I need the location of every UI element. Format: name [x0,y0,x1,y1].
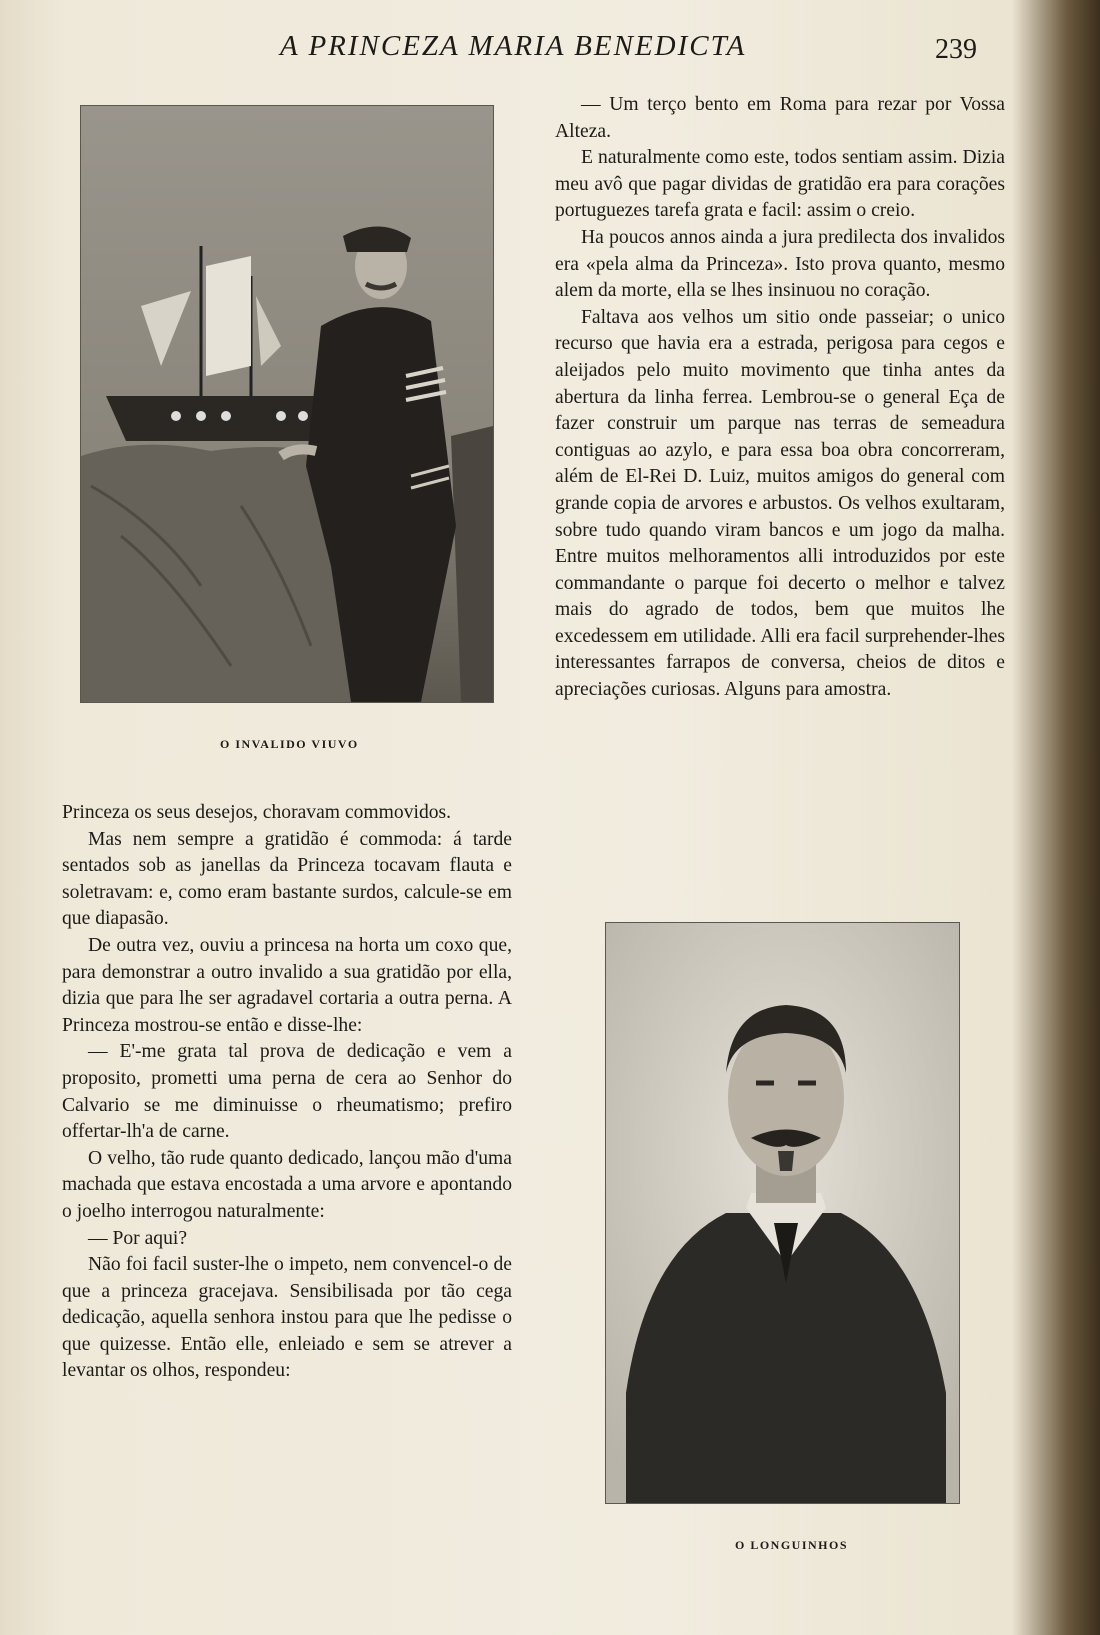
paragraph: Ha poucos annos ainda a jura predilecta dos invalidos era «pela alma da Princeza». Isto prova quanto, mesmo alem da morte, ella se lhes insinuou no coração. [555,226,1005,302]
photo-longuinhos [605,922,960,1504]
paragraph: — E'-me grata tal prova de dedicação e vem a proposito, prometti uma perna de cera ao Senhor do Calvario se me diminuisse o rheumatismo; prefiro offertar-lh'a de carne. [62,1041,512,1143]
caption-longuinhos: O LONGUINHOS [735,1538,849,1552]
paragraph: — Um terço bento em Roma para rezar por Vossa Alteza. [555,94,1005,142]
page-number: 239 [935,34,977,65]
paragraph: E naturalmente como este, todos sentiam assim. Dizia meu avô que pagar dividas de gratidão era para corações portuguezes tarefa grata e facil: assim o creio. [555,147,1005,222]
paragraph: Faltava aos velhos um sitio onde passeiar; o unico recurso que havia era a estrada, perigosa para cegos e aleijados pelo muito movimento que tinha antes da abertura da linha ferrea. Lembrou-se o general Eça de fazer construir um parque nas terras de semeadura contiguas ao azylo, e para essa boa obra concorreram, além de El-Rei D. Luiz, muitos amigos do general com grande copia de arvores e arbustos. Os velhos exultaram, sobre tudo quando viram bancos e um jogo da malha. Entre muitos melhoramentos alli introduzidos por este commandante o parque foi decerto o melhor e talvez mais do agrado de todos, bem que muitos lhe excedessem em utilidade. Alli era facil surprehender-lhes interessantes farrapos de conversa, cheios de ditos e apreciações curiosas. Alguns para amostra. [555,306,1005,701]
paragraph: De outra vez, ouviu a princesa na horta um coxo que, para demonstrar a outro invalido a sua gratidão por ella, dizia que para lhe ser agradavel cortaria a outra perna. A Princeza mostrou-se então e disse-lhe: [62,934,512,1036]
running-head-title: A PRINCEZA MARIA BENEDICTA [280,30,747,62]
paragraph: — Por aqui? [88,1227,188,1249]
paragraph: Não foi facil suster-lhe o impeto, nem convencel-o de que a princeza gracejava. Sensibilisada por tão cega dedicação, aquella senhora instou para que lhe pedisse o que quizesse. Então elle, enleiado e sem se atrever a levantar os olhos, respondeu: [62,1254,512,1382]
photo-longuinhos-image [606,923,959,1503]
photo-invalid-widower [80,105,494,703]
caption-invalid-widower: O INVALIDO VIUVO [220,737,359,751]
photo-invalid-widower-image [81,106,493,702]
paragraph: O velho, tão rude quanto dedicado, lançou mão d'uma machada que estava encostada a uma arvore e apontando o joelho interrogou naturalmente: [62,1147,512,1222]
paragraph: Mas nem sempre a gratidão é commoda: á tarde sentados sob as janellas da Princeza tocavam flauta e soletravam: e, como eram bastante surdos, calcule-se em que diapasão. [62,828,512,930]
paragraph: Princeza os seus desejos, choravam commovidos. [62,802,452,823]
left-column [62,800,512,1385]
right-column [555,92,1005,704]
